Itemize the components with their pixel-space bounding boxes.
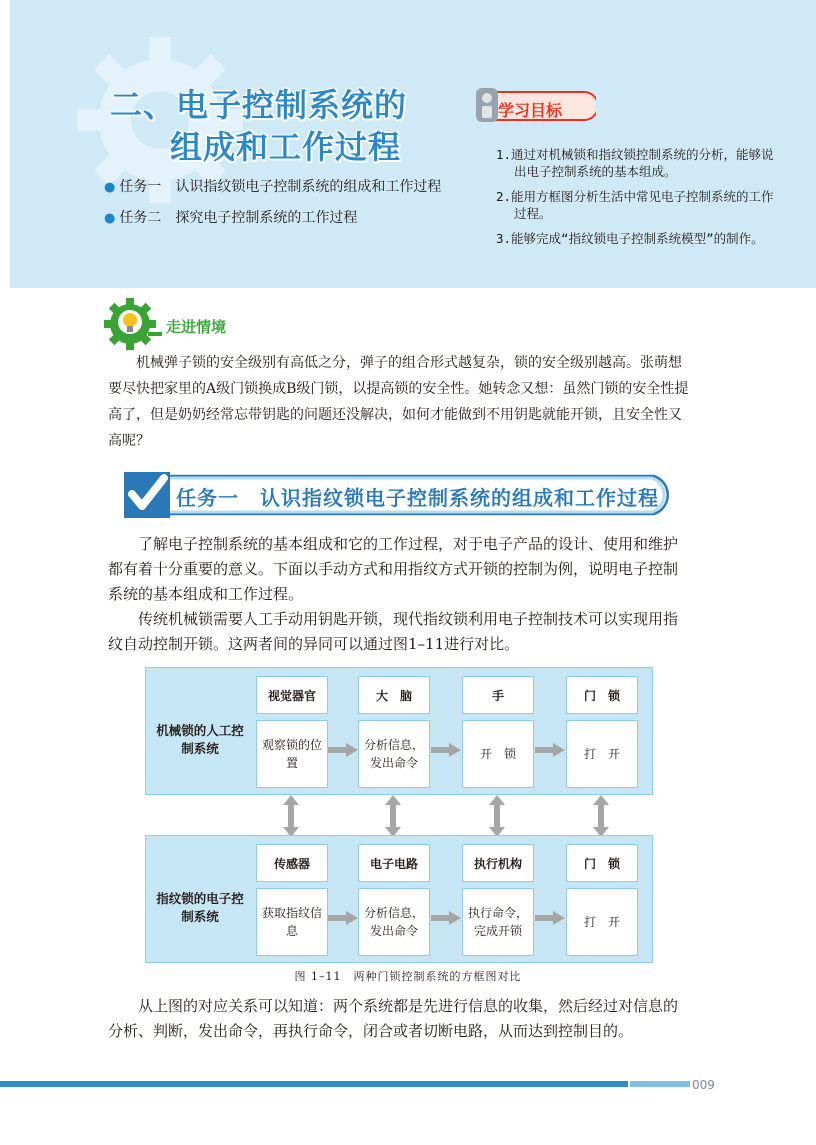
lightbulb-gear-icon: [104, 298, 164, 350]
goal-item: 2.能用方框图分析生活中常见电子控制系统的工作过程。: [496, 189, 774, 221]
chapter-title: [110, 84, 407, 168]
arrow-right-icon: [328, 743, 358, 757]
arrow-right-icon: [328, 911, 358, 925]
conclusion-text: [108, 994, 692, 1044]
diagram-block: [358, 676, 430, 788]
goal-item: 1.通过对机械锁和指纹锁控制系统的分析，能够说出电子控制系统的基本组成。: [496, 147, 774, 179]
block-head: 门 锁: [566, 844, 638, 882]
bullet-icon: ●: [104, 180, 116, 195]
block-body: 分析信息，发出命令: [358, 720, 430, 788]
task-list: [104, 172, 441, 234]
block-head: 大 脑: [358, 676, 430, 714]
arrow-right-icon: [535, 911, 565, 925]
block-head: 手: [462, 676, 534, 714]
block-body: 分析信息，发出命令: [358, 888, 430, 956]
block-body: 打 开: [566, 720, 638, 788]
diagram-block: [256, 844, 328, 956]
block-body: 观察锁的位置: [256, 720, 328, 788]
diagram-block: [462, 676, 534, 788]
block-head: 电子电路: [358, 844, 430, 882]
footer-bar: [0, 1081, 628, 1087]
block-diagram: [145, 667, 653, 963]
scene-label: 走进情境: [166, 318, 227, 336]
arrow-updown-icon: [385, 795, 401, 837]
conclusion-paragraph: 从上图的对应关系可以知道：两个系统都是先进行信息的收集，然后经过对信息的分析、判断，发出命令，再执行命令，闭合或者切断电路，从而达到控制目的。: [108, 997, 679, 1040]
task-item-1: 任务一 认识指纹锁电子控制系统的组成和工作过程: [119, 179, 442, 195]
arrow-updown-icon: [593, 795, 609, 837]
arrow-updown-icon: [489, 795, 505, 837]
arrow-right-icon: [431, 911, 461, 925]
task-body: [108, 532, 692, 657]
page-number: 009: [692, 1078, 715, 1092]
body-paragraph: 传统机械锁需要人工手动用钥匙开锁，现代指纹锁利用电子控制技术可以实现用指纹自动控制开锁。这两者间的异同可以通过图1–11进行对比。: [108, 610, 679, 653]
chapter-title-line1: 二、电子控制系统的: [110, 86, 408, 124]
body-paragraph: 了解电子控制系统的基本组成和它的工作过程，对于电子产品的设计、使用和维护都有着十分重要的意义。下面以手动方式和用指纹方式开锁的控制为例，说明电子控制系统的基本组成和工作过程。: [108, 535, 679, 603]
arrow-updown-icon: [283, 795, 299, 837]
footer-bar-accent: [630, 1081, 690, 1087]
scene-paragraph: 机械弹子锁的安全级别有高低之分，弹子的组合形式越复杂，锁的安全级别越高。张萌想要尽快把家里的A级门锁换成B级门锁，以提高锁的安全性。她转念又想：虽然门锁的安全性提高了，但是奶奶经常忘带钥匙的问题还没解决，如何才能做到不用钥匙就能开锁，且安全性又高呢？: [108, 355, 689, 449]
diagram-row-electronic: [145, 835, 653, 963]
block-body: 获取指纹信息: [256, 888, 328, 956]
row-label: 指纹锁的电子控制系统: [156, 891, 244, 924]
task-title: 任务一 认识指纹锁电子控制系统的组成和工作过程: [176, 486, 659, 510]
diagram-block: [462, 844, 534, 956]
goals-label: 学习目标: [498, 101, 563, 120]
diagram-block: [256, 676, 328, 788]
learning-goals: [496, 146, 786, 255]
block-head: 传感器: [256, 844, 328, 882]
figure-caption: 图 1–11 两种门锁控制系统的方框图对比: [294, 970, 522, 983]
block-body: 开 锁: [462, 720, 534, 788]
task-list-item: [104, 172, 441, 203]
scene-text: [108, 350, 692, 454]
row-label: 机械锁的人工控制系统: [156, 723, 244, 756]
arrow-right-icon: [535, 743, 565, 757]
diagram-block: [566, 676, 638, 788]
diagram-block: [358, 844, 430, 956]
goal-item: 3.能够完成“指纹锁电子控制系统模型”的制作。: [496, 231, 764, 246]
block-body: 执行命令，完成开锁: [462, 888, 534, 956]
bullet-icon: ●: [104, 211, 116, 226]
block-head: 视觉器官: [256, 676, 328, 714]
arrow-right-icon: [431, 743, 461, 757]
task-item-2: 任务二 探究电子控制系统的工作过程: [119, 210, 358, 226]
diagram-row-manual: [145, 667, 653, 795]
diagram-block: [566, 844, 638, 956]
block-head: 门 锁: [566, 676, 638, 714]
chapter-title-line2: 组成和工作过程: [170, 128, 402, 166]
block-head: 执行机构: [462, 844, 534, 882]
block-body: 打 开: [566, 888, 638, 956]
task-list-item: [104, 203, 441, 234]
